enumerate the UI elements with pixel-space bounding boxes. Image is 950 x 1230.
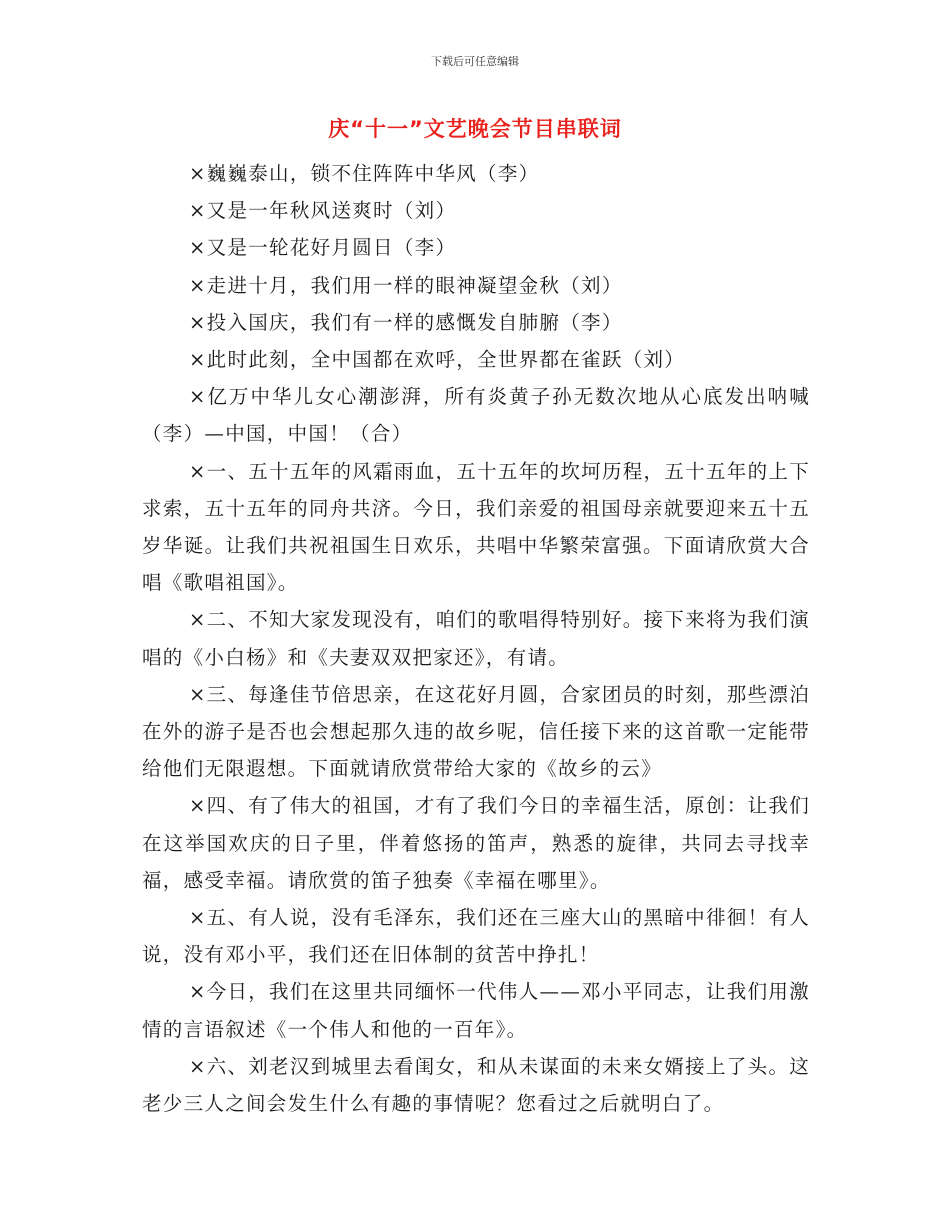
paragraph-3: ×又是一轮花好月圆日（李） <box>189 236 457 260</box>
document-body <box>142 155 810 1122</box>
paragraph-12: ×五、有人说，没有毛泽东，我们还在三座大山的黑暗中徘徊！有人说，没有邓小平，我们还在旧体制的贫苦中挣扎！ <box>142 906 810 967</box>
paragraph-4: ×走进十月，我们用一样的眼神凝望金秋（刘） <box>189 273 623 297</box>
paragraph-11: ×四、有了伟大的祖国，才有了我们今日的幸福生活，原创：让我们在这举国欢庆的日子里，伴着悠扬的笛声，熟悉的旋律，共同去寻找幸福，感受幸福。请欣赏的笛子独奏《幸福在哪里》。 <box>142 794 810 892</box>
paragraph-1: ×巍巍泰山，锁不住阵阵中华风（李） <box>189 162 540 185</box>
paragraph-8: ×一、五十五年的风霜雨血，五十五年的坎坷历程，五十五年的上下求索，五十五年的同舟共济。今日，我们亲爱的祖国母亲就要迎来五十五岁华诞。让我们共祝祖国生日欢乐，共唱中华繁荣富强。下面请欣赏大合唱《歌唱祖国》。 <box>142 459 810 595</box>
document-title: 庆“十一”文艺晚会节目串联词 <box>328 117 622 141</box>
paragraph-2: ×又是一年秋风送爽时（刘） <box>189 199 457 223</box>
paragraph-6: ×此时此刻，全中国都在欢呼，全世界都在雀跃（刘） <box>189 348 686 372</box>
page-header: 下载后可任意编辑 <box>431 55 519 68</box>
paragraph-13: ×今日，我们在这里共同缅怀一代伟人——邓小平同志，让我们用激情的言语叙述《一个伟人和他的一百年》。 <box>142 980 810 1041</box>
paragraph-10: ×三、每逢佳节倍思亲，在这花好月圆，合家团员的时刻，那些漂泊在外的游子是否也会想起那久违的故乡呢，信任接下来的这首歌一定能带给他们无限遐想。下面就请欣赏带给大家的《故乡的云》 <box>142 682 810 781</box>
paragraph-7: ×亿万中华儿女心潮澎湃，所有炎黄子孙无数次地从心底发出呐喊（李）—中国，中国！（合） <box>142 385 810 446</box>
paragraph-9: ×二、不知大家发现没有，咱们的歌唱得特别好。接下来将为我们演唱的《小白杨》和《夫妻双双把家还》，有请。 <box>142 608 810 669</box>
paragraph-5: ×投入国庆，我们有一样的感慨发自肺腑（李） <box>189 310 623 334</box>
paragraph-14: ×六、刘老汉到城里去看闺女，和从未谋面的未来女婿接上了头。这老少三人之间会发生什么有趣的事情呢？您看过之后就明白了。 <box>142 1054 810 1116</box>
